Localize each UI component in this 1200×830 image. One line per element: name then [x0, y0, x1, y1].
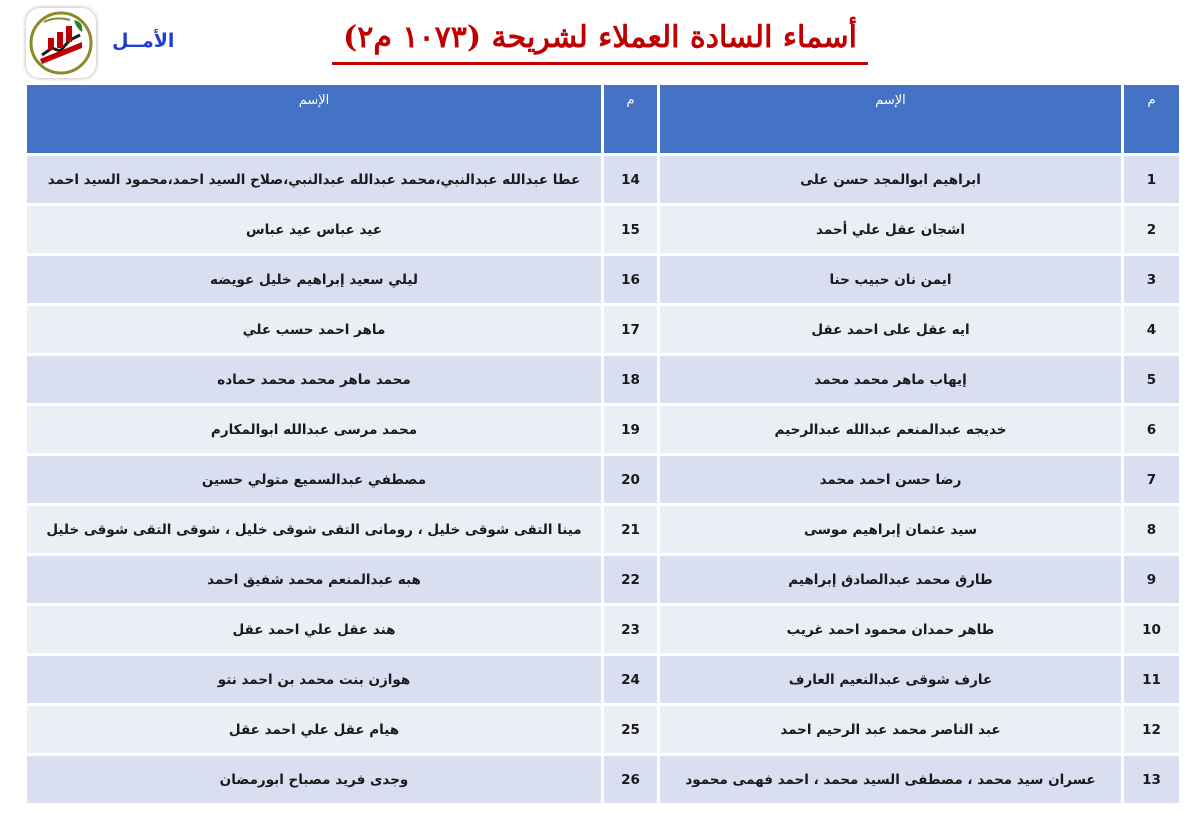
- left-name-header: الإسم: [27, 85, 601, 153]
- right-num-cell: 10: [1124, 606, 1179, 653]
- right-num-cell: 3: [1124, 256, 1179, 303]
- right-num-cell: 12: [1124, 706, 1179, 753]
- left-num-cell: 18: [604, 356, 657, 403]
- right-num-cell: 5: [1124, 356, 1179, 403]
- right-num-cell: 1: [1124, 156, 1179, 203]
- table-row: [27, 656, 1179, 703]
- table-row: [27, 256, 1179, 303]
- right-name-cell: عارف شوقى عبدالنعيم العارف: [660, 656, 1121, 703]
- table-row: [27, 306, 1179, 353]
- left-name-cell: وجدى فريد مصباح ابورمضان: [27, 756, 601, 803]
- left-num-cell: 14: [604, 156, 657, 203]
- left-num-header: م: [604, 85, 657, 153]
- right-name-cell: ابراهيم ابوالمجد حسن على: [660, 156, 1121, 203]
- right-num-cell: 11: [1124, 656, 1179, 703]
- table-row: [27, 356, 1179, 403]
- right-name-cell: اشجان عقل علي أحمد: [660, 206, 1121, 253]
- right-name-cell: ايه عقل على احمد عقل: [660, 306, 1121, 353]
- left-name-cell: عطا عبدالله عبدالنبي،محمد عبدالله عبدالنبي،صلاح السيد احمد،محمود السيد احمد: [27, 156, 601, 203]
- table-row: [27, 206, 1179, 253]
- brand-name: الأمــل: [112, 30, 175, 52]
- left-name-cell: ماهر احمد حسب علي: [27, 306, 601, 353]
- left-name-cell: هوازن بنت محمد بن احمد نتو: [27, 656, 601, 703]
- title-underline: [332, 62, 868, 65]
- right-name-cell: عسران سيد محمد ، مصطفى السيد محمد ، احمد فهمى محمود: [660, 756, 1121, 803]
- left-num-cell: 16: [604, 256, 657, 303]
- left-name-cell: هيام عقل علي احمد عقل: [27, 706, 601, 753]
- table-row: [27, 156, 1179, 203]
- right-num-cell: 4: [1124, 306, 1179, 353]
- left-num-cell: 23: [604, 606, 657, 653]
- right-name-cell: رضا حسن احمد محمد: [660, 456, 1121, 503]
- table-row: [27, 506, 1179, 553]
- left-name-cell: عيد عباس عيد عباس: [27, 206, 601, 253]
- right-num-cell: 7: [1124, 456, 1179, 503]
- left-num-cell: 24: [604, 656, 657, 703]
- left-num-cell: 20: [604, 456, 657, 503]
- left-name-cell: هند عقل علي احمد عقل: [27, 606, 601, 653]
- left-name-cell: محمد ماهر محمد محمد حماده: [27, 356, 601, 403]
- table-header-row: [27, 85, 1179, 153]
- right-num-header: م: [1124, 85, 1179, 153]
- right-num-cell: 8: [1124, 506, 1179, 553]
- right-name-cell: إيهاب ماهر محمد محمد: [660, 356, 1121, 403]
- right-num-cell: 2: [1124, 206, 1179, 253]
- right-name-cell: عبد الناصر محمد عبد الرحيم احمد: [660, 706, 1121, 753]
- left-num-cell: 19: [604, 406, 657, 453]
- table-row: [27, 606, 1179, 653]
- right-name-cell: سيد عثمان إبراهيم موسى: [660, 506, 1121, 553]
- left-num-cell: 25: [604, 706, 657, 753]
- table-row: [27, 756, 1179, 803]
- left-num-cell: 22: [604, 556, 657, 603]
- page-title: أسماء السادة العملاء لشريحة (١٠٧٣ م٢): [343, 20, 857, 55]
- right-num-cell: 6: [1124, 406, 1179, 453]
- table-row: [27, 456, 1179, 503]
- right-name-cell: طاهر حمدان محمود احمد غريب: [660, 606, 1121, 653]
- left-name-cell: مصطفي عبدالسميع متولي حسين: [27, 456, 601, 503]
- customer-table: [24, 82, 1182, 806]
- table-row: [27, 556, 1179, 603]
- right-name-cell: خديجه عبدالمنعم عبدالله عبدالرحيم: [660, 406, 1121, 453]
- right-num-cell: 13: [1124, 756, 1179, 803]
- left-num-cell: 17: [604, 306, 657, 353]
- table-row: [27, 706, 1179, 753]
- left-name-cell: هبه عبدالمنعم محمد شفيق احمد: [27, 556, 601, 603]
- right-name-cell: طارق محمد عبدالصادق إبراهيم: [660, 556, 1121, 603]
- left-num-cell: 21: [604, 506, 657, 553]
- table-row: [27, 406, 1179, 453]
- left-name-cell: محمد مرسى عبدالله ابوالمكارم: [27, 406, 601, 453]
- right-name-header: الإسم: [660, 85, 1121, 153]
- right-num-cell: 9: [1124, 556, 1179, 603]
- left-num-cell: 26: [604, 756, 657, 803]
- left-num-cell: 15: [604, 206, 657, 253]
- company-logo-icon: [26, 8, 96, 78]
- left-name-cell: مينا التقى شوقى خليل ، رومانى التقى شوقى خليل ، شوقى التقى شوقى خليل: [27, 506, 601, 553]
- left-name-cell: ليلي سعيد إبراهيم خليل عويضه: [27, 256, 601, 303]
- right-name-cell: ايمن نان حبيب حنا: [660, 256, 1121, 303]
